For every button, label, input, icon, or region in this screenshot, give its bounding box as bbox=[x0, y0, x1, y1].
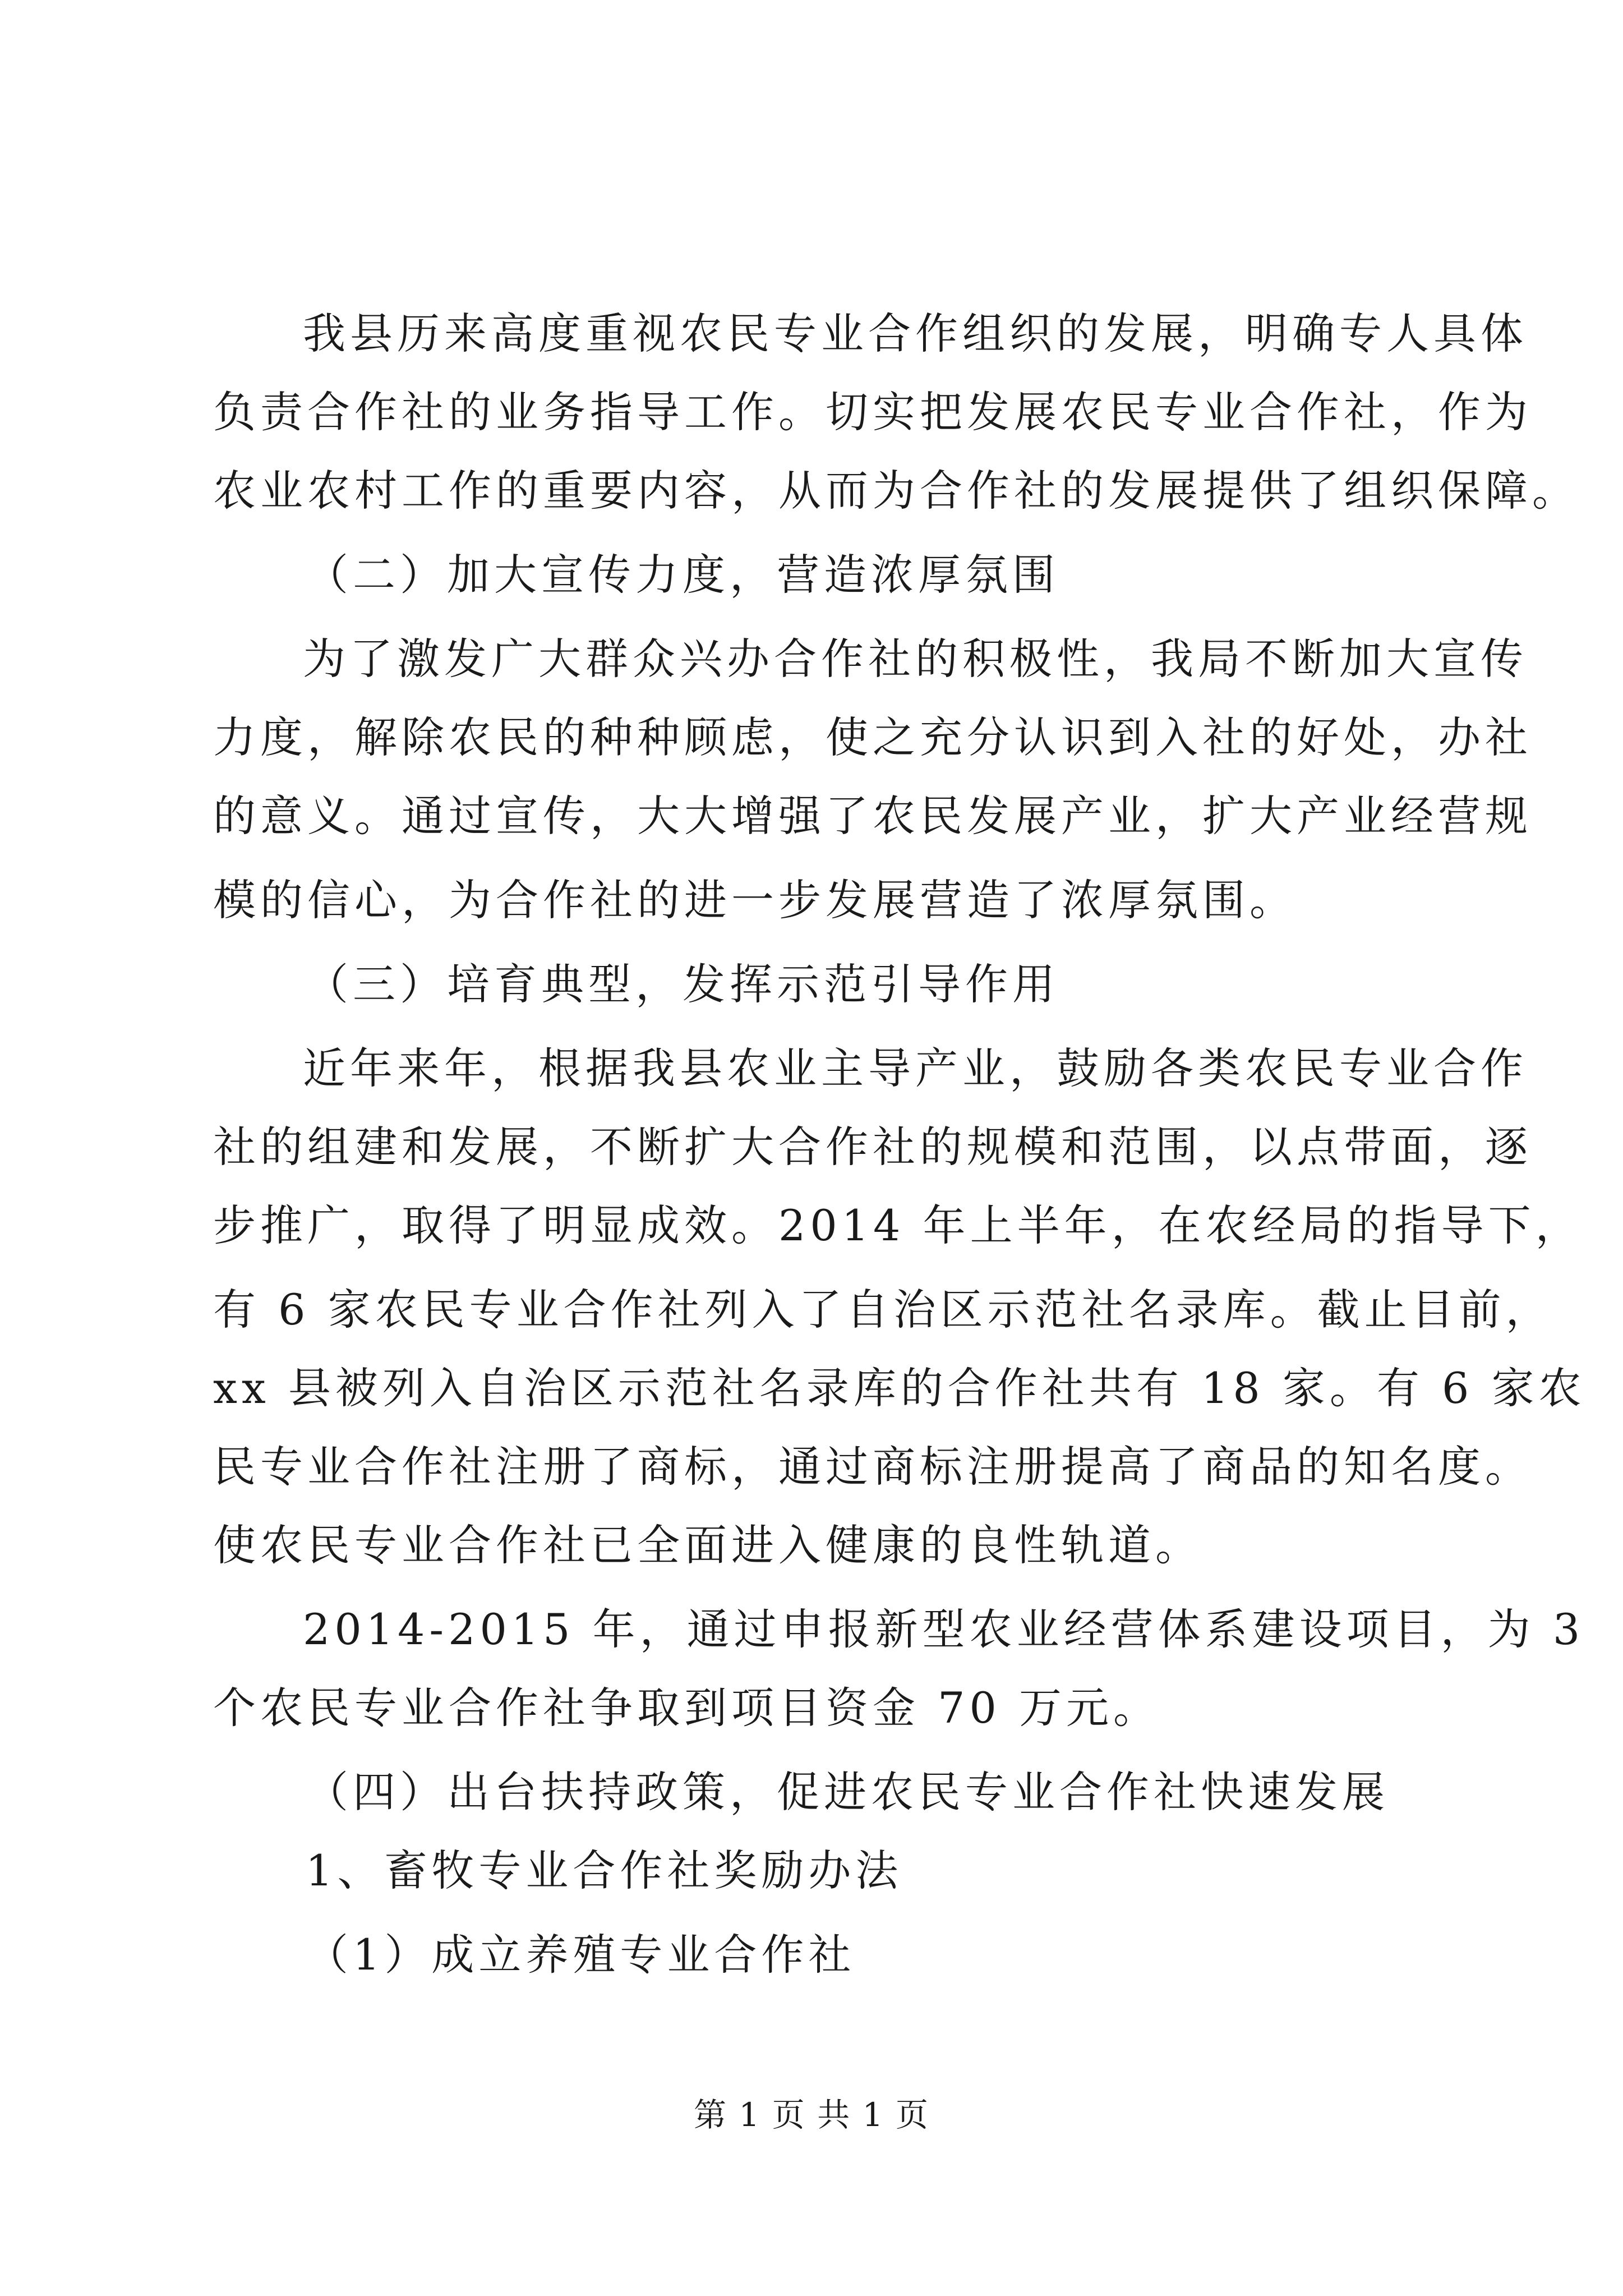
body-line: 的意义。通过宣传，大大增强了农民发展产业，扩大产业经营规 bbox=[213, 791, 1532, 841]
body-line: 负责合作社的业务指导工作。切实把发展农民专业合作社，作为 bbox=[213, 387, 1532, 437]
body-line: xx 县被列入自治区示范社名录库的合作社共有 18 家。有 6 家农 bbox=[213, 1363, 1586, 1413]
page-number-footer: 第 1 页 共 1 页 bbox=[694, 2096, 929, 2134]
body-line: 步推广，取得了明显成效。2014 年上半年，在农经局的指导下， bbox=[213, 1200, 1583, 1250]
body-line: 民专业合作社注册了商标，通过商标注册提高了商品的知名度。 bbox=[213, 1442, 1532, 1492]
subsection-heading: （1）成立养殖专业合作社 bbox=[306, 1930, 856, 1980]
section-heading: （三）培育典型，发挥示范引导作用 bbox=[306, 959, 1059, 1009]
section-heading: （二）加大宣传力度，营造浓厚氛围 bbox=[306, 550, 1059, 600]
body-line: 使农民专业合作社已全面进入健康的良性轨道。 bbox=[213, 1520, 1202, 1570]
body-line: 社的组建和发展，不断扩大合作社的规模和范围，以点带面，逐 bbox=[213, 1122, 1532, 1172]
body-line: 个农民专业合作社争取到项目资金 70 万元。 bbox=[213, 1683, 1161, 1733]
body-line: 为了激发广大群众兴办合作社的积极性，我局不断加大宣传 bbox=[303, 634, 1528, 684]
body-line: 有 6 家农民专业合作社列入了自治区示范社名录库。截止目前， bbox=[213, 1285, 1553, 1335]
body-line: 力度，解除农民的种种顾虑，使之充分认识到入社的好处，办社 bbox=[213, 712, 1532, 762]
body-line: 近年来年，根据我县农业主导产业，鼓励各类农民专业合作 bbox=[303, 1043, 1528, 1093]
body-line: 模的信心，为合作社的进一步发展营造了浓厚氛围。 bbox=[213, 875, 1297, 925]
subsection-heading: 1、畜牧专业合作社奖励办法 bbox=[306, 1846, 903, 1895]
body-line: 我县历来高度重视农民专业合作组织的发展，明确专人具体 bbox=[303, 309, 1528, 358]
section-heading: （四）出台扶持政策，促进农民专业合作社快速发展 bbox=[306, 1767, 1389, 1817]
body-line: 农业农村工作的重要内容，从而为合作社的发展提供了组织保障。 bbox=[213, 466, 1579, 516]
body-line: 2014-2015 年，通过申报新型农业经营体系建设项目，为 3 bbox=[303, 1604, 1585, 1654]
